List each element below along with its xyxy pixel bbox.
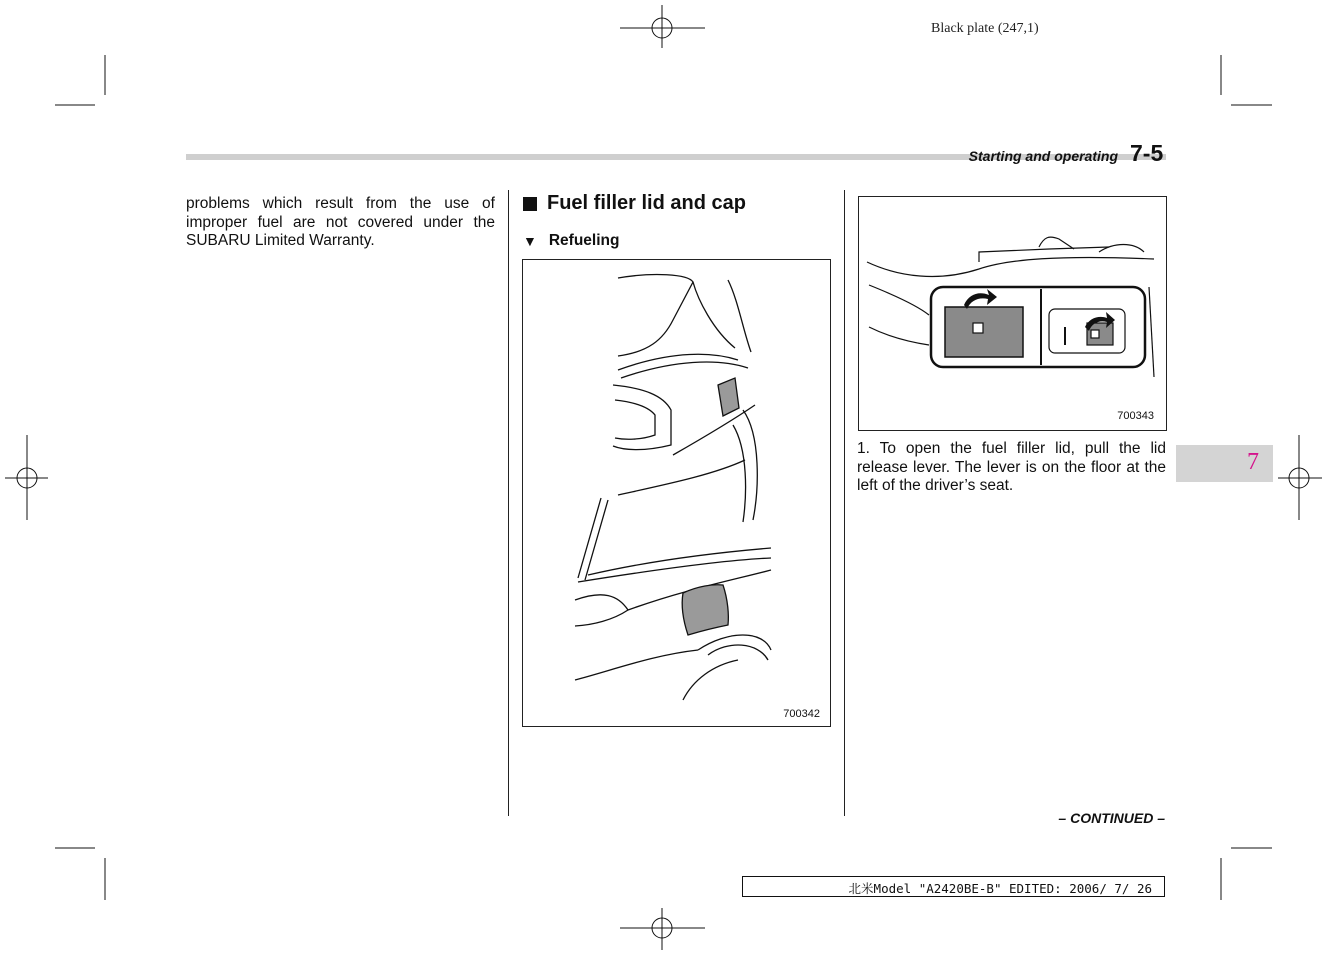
right-column-paragraph: 1. To open the fuel filler lid, pull the lid release lever. The lever is on the floor at the left of the driver’s seat. [857,440,1166,494]
registration-mark-top [620,5,705,48]
header-section-title: Starting and operating [968,148,1118,164]
section-square-icon [523,197,537,211]
figure-id-right: 700343 [1117,410,1154,422]
continued-label: – CONTINUED – [1058,810,1165,826]
page-number: 7-5 [1130,140,1164,166]
triangle-down-icon: ▼ [523,233,537,249]
chapter-tab [1176,445,1273,482]
registration-mark-bottom [620,908,705,950]
chapter-tab-number: 7 [1247,449,1259,475]
figure-lid-release-lever [858,196,1167,431]
subsection-title [523,232,619,250]
footer-edit-info [742,876,1165,897]
plate-label: Black plate (247,1) [931,21,1039,36]
footer-edit-info-text: 北米Model "A2420BE-B" EDITED: 2006/ 7/ 26 [848,881,1152,896]
release-lever-illustration [859,197,1166,430]
registration-mark-left [5,435,48,520]
column-divider-left [508,190,509,816]
car-rear-quarter-illustration [523,260,830,726]
figure-id-left: 700342 [783,708,820,720]
registration-mark-right [1278,435,1322,520]
figure-fuel-lid-location [522,259,831,727]
section-title [523,192,746,215]
subsection-title-text: Refueling [548,232,620,249]
section-title-text: Fuel filler lid and cap [547,192,746,214]
left-column-paragraph: problems which result from the use of improper fuel are not covered under the SUBARU Limited Warranty. [186,195,495,249]
column-divider-right [844,190,845,816]
